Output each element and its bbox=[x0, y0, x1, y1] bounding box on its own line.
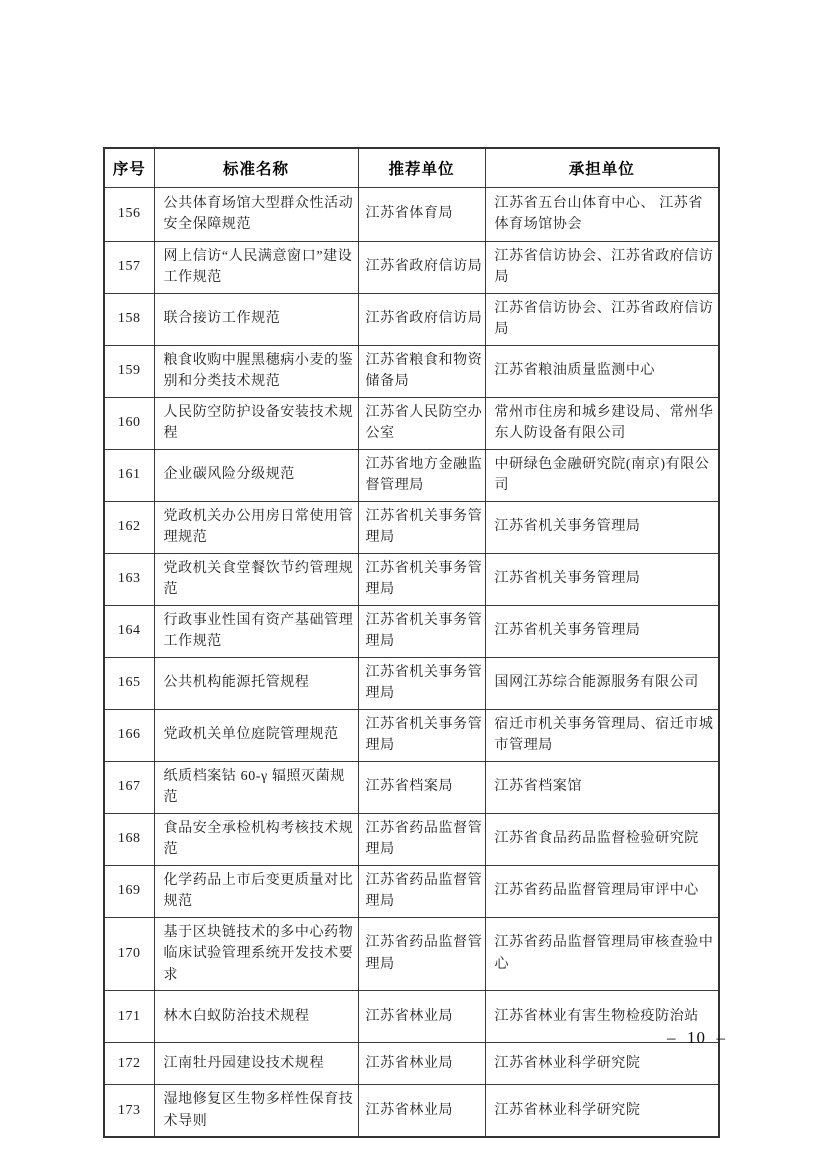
cell-recommend-unit: 江苏省政府信访局 bbox=[358, 293, 485, 345]
table-row bbox=[104, 449, 719, 501]
cell-undertake-unit: 江苏省林业有害生物检疫防治站 bbox=[485, 991, 719, 1043]
standards-table-body bbox=[104, 187, 719, 1137]
cell-serial-number: 165 bbox=[104, 657, 154, 709]
table-row bbox=[104, 1085, 719, 1138]
table-row bbox=[104, 293, 719, 345]
cell-undertake-unit: 国网江苏综合能源服务有限公司 bbox=[485, 657, 719, 709]
table-row bbox=[104, 605, 719, 657]
cell-standard-name: 行政事业性国有资产基础管理工作规范 bbox=[154, 605, 358, 657]
cell-serial-number: 168 bbox=[104, 813, 154, 865]
cell-recommend-unit: 江苏省机关事务管理局 bbox=[358, 605, 485, 657]
cell-recommend-unit: 江苏省体育局 bbox=[358, 187, 485, 241]
cell-undertake-unit: 江苏省药品监督管理局审评中心 bbox=[485, 865, 719, 917]
cell-recommend-unit: 江苏省档案局 bbox=[358, 761, 485, 813]
cell-serial-number: 166 bbox=[104, 709, 154, 761]
cell-recommend-unit: 江苏省林业局 bbox=[358, 991, 485, 1043]
cell-undertake-unit: 江苏省食品药品监督检验研究院 bbox=[485, 813, 719, 865]
cell-recommend-unit: 江苏省药品监督管理局 bbox=[358, 813, 485, 865]
cell-undertake-unit: 江苏省信访协会、江苏省政府信访局 bbox=[485, 241, 719, 293]
table-row bbox=[104, 991, 719, 1043]
table-row bbox=[104, 241, 719, 293]
cell-undertake-unit: 江苏省档案馆 bbox=[485, 761, 719, 813]
table-row bbox=[104, 865, 719, 917]
cell-serial-number: 159 bbox=[104, 345, 154, 397]
cell-recommend-unit: 江苏省机关事务管理局 bbox=[358, 553, 485, 605]
standards-table-header bbox=[104, 148, 719, 187]
cell-recommend-unit: 江苏省政府信访局 bbox=[358, 241, 485, 293]
cell-standard-name: 人民防空防护设备安装技术规程 bbox=[154, 397, 358, 449]
cell-standard-name: 公共体育场馆大型群众性活动安全保障规范 bbox=[154, 187, 358, 241]
cell-serial-number: 160 bbox=[104, 397, 154, 449]
cell-undertake-unit: 江苏省林业科学研究院 bbox=[485, 1043, 719, 1085]
cell-standard-name: 联合接访工作规范 bbox=[154, 293, 358, 345]
header-cell-name: 标准名称 bbox=[154, 148, 358, 187]
cell-recommend-unit: 江苏省机关事务管理局 bbox=[358, 657, 485, 709]
cell-undertake-unit: 江苏省粮油质量监测中心 bbox=[485, 345, 719, 397]
cell-standard-name: 党政机关单位庭院管理规范 bbox=[154, 709, 358, 761]
cell-serial-number: 163 bbox=[104, 553, 154, 605]
standards-table bbox=[103, 147, 720, 1138]
header-cell-undertaker: 承担单位 bbox=[485, 148, 719, 187]
table-row bbox=[104, 917, 719, 991]
header-cell-recommender: 推荐单位 bbox=[358, 148, 485, 187]
cell-recommend-unit: 江苏省地方金融监督管理局 bbox=[358, 449, 485, 501]
header-row bbox=[104, 148, 719, 187]
cell-standard-name: 粮食收购中腥黑穗病小麦的鉴别和分类技术规范 bbox=[154, 345, 358, 397]
cell-serial-number: 164 bbox=[104, 605, 154, 657]
cell-undertake-unit: 江苏省机关事务管理局 bbox=[485, 605, 719, 657]
cell-recommend-unit: 江苏省粮食和物资储备局 bbox=[358, 345, 485, 397]
cell-serial-number: 158 bbox=[104, 293, 154, 345]
table-row bbox=[104, 501, 719, 553]
cell-standard-name: 党政机关办公用房日常使用管理规范 bbox=[154, 501, 358, 553]
cell-undertake-unit: 中研绿色金融研究院(南京)有限公司 bbox=[485, 449, 719, 501]
cell-serial-number: 161 bbox=[104, 449, 154, 501]
cell-undertake-unit: 江苏省信访协会、江苏省政府信访局 bbox=[485, 293, 719, 345]
cell-recommend-unit: 江苏省机关事务管理局 bbox=[358, 501, 485, 553]
cell-recommend-unit: 江苏省药品监督管理局 bbox=[358, 917, 485, 991]
cell-standard-name: 纸质档案钴 60-γ 辐照灭菌规范 bbox=[154, 761, 358, 813]
cell-standard-name: 湿地修复区生物多样性保育技术导则 bbox=[154, 1085, 358, 1138]
cell-serial-number: 172 bbox=[104, 1043, 154, 1085]
cell-recommend-unit: 江苏省药品监督管理局 bbox=[358, 865, 485, 917]
cell-undertake-unit: 江苏省药品监督管理局审核查验中心 bbox=[485, 917, 719, 991]
cell-undertake-unit: 宿迁市机关事务管理局、宿迁市城市管理局 bbox=[485, 709, 719, 761]
cell-standard-name: 江南牡丹园建设技术规程 bbox=[154, 1043, 358, 1085]
header-cell-no: 序号 bbox=[104, 148, 154, 187]
cell-serial-number: 171 bbox=[104, 991, 154, 1043]
cell-serial-number: 156 bbox=[104, 187, 154, 241]
page-number: – 10 – bbox=[667, 1028, 726, 1047]
cell-standard-name: 化学药品上市后变更质量对比规范 bbox=[154, 865, 358, 917]
cell-standard-name: 党政机关食堂餐饮节约管理规范 bbox=[154, 553, 358, 605]
table-row bbox=[104, 553, 719, 605]
cell-standard-name: 食品安全承检机构考核技术规范 bbox=[154, 813, 358, 865]
cell-serial-number: 173 bbox=[104, 1085, 154, 1138]
table-row bbox=[104, 345, 719, 397]
table-row bbox=[104, 761, 719, 813]
cell-standard-name: 林木白蚁防治技术规程 bbox=[154, 991, 358, 1043]
cell-serial-number: 167 bbox=[104, 761, 154, 813]
table-row bbox=[104, 1043, 719, 1085]
cell-recommend-unit: 江苏省林业局 bbox=[358, 1043, 485, 1085]
cell-standard-name: 公共机构能源托管规程 bbox=[154, 657, 358, 709]
cell-serial-number: 157 bbox=[104, 241, 154, 293]
table-row bbox=[104, 657, 719, 709]
cell-undertake-unit: 江苏省五台山体育中心、 江苏省体育场馆协会 bbox=[485, 187, 719, 241]
cell-recommend-unit: 江苏省人民防空办公室 bbox=[358, 397, 485, 449]
cell-serial-number: 162 bbox=[104, 501, 154, 553]
table-row bbox=[104, 397, 719, 449]
table-row bbox=[104, 813, 719, 865]
cell-recommend-unit: 江苏省机关事务管理局 bbox=[358, 709, 485, 761]
table-row bbox=[104, 709, 719, 761]
cell-undertake-unit: 江苏省机关事务管理局 bbox=[485, 501, 719, 553]
table-row bbox=[104, 187, 719, 241]
cell-serial-number: 169 bbox=[104, 865, 154, 917]
cell-undertake-unit: 常州市住房和城乡建设局、常州华东人防设备有限公司 bbox=[485, 397, 719, 449]
cell-undertake-unit: 江苏省林业科学研究院 bbox=[485, 1085, 719, 1138]
cell-undertake-unit: 江苏省机关事务管理局 bbox=[485, 553, 719, 605]
cell-standard-name: 网上信访“人民满意窗口”建设工作规范 bbox=[154, 241, 358, 293]
cell-serial-number: 170 bbox=[104, 917, 154, 991]
cell-standard-name: 企业碳风险分级规范 bbox=[154, 449, 358, 501]
cell-recommend-unit: 江苏省林业局 bbox=[358, 1085, 485, 1138]
cell-standard-name: 基于区块链技术的多中心药物临床试验管理系统开发技术要求 bbox=[154, 917, 358, 991]
